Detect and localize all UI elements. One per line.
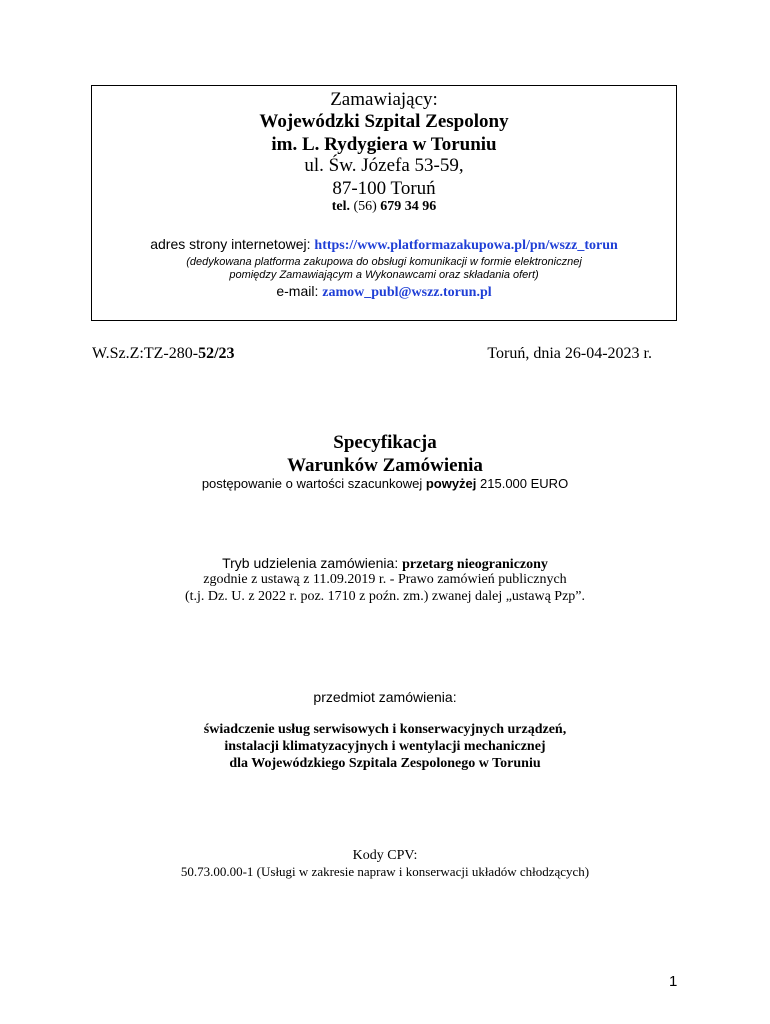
document-subtitle: [0, 476, 770, 491]
website-label: adres strony internetowej:: [150, 236, 315, 252]
contracting-authority-label: Zamawiający:: [330, 89, 438, 110]
procurement-mode-label: Tryb udzielenia zamówienia:: [222, 555, 403, 571]
document-title-line2: Warunków Zamówienia: [287, 455, 483, 476]
website-link[interactable]: https://www.platformazakupowa.pl/pn/wszz_torun: [314, 238, 618, 253]
page-number: 1: [669, 973, 678, 990]
subject-line3: dla Wojewódzkiego Szpitala Zespolonego w Toruniu: [229, 756, 541, 771]
street-address: ul. Św. Józefa 53-59,: [304, 155, 464, 176]
reference-prefix: W.Sz.Z:TZ-280-: [92, 345, 199, 362]
phone-line: [92, 199, 676, 215]
cpv-label: Kody CPV:: [352, 848, 418, 863]
phone-label: tel.: [331, 199, 350, 214]
platform-note-line1: (dedykowana platforma zakupowa do obsługi komunikacji w formie elektronicznej: [186, 256, 582, 268]
legal-basis-line2: (t.j. Dz. U. z 2022 r. poz. 1710 z poźn. zm.) zwanej dalej „ustawą Pzp”.: [184, 589, 586, 604]
subtitle-prefix: postępowanie o wartości szacunkowej: [201, 476, 426, 491]
email-label: e-mail:: [276, 283, 323, 299]
subtitle-suffix: 215.000 EURO: [476, 476, 569, 491]
subject-line1: świadczenie usług serwisowych i konserwacyjnych urządzeń,: [203, 722, 567, 737]
cpv-code: 50.73.00.00-1 (Usługi w zakresie napraw i konserwacji układów chłodzących): [180, 864, 590, 879]
document-date: Toruń, dnia 26-04-2023 r.: [487, 345, 652, 362]
website-line: [92, 236, 676, 254]
phone-number: 679 34 96: [380, 199, 437, 214]
email-line: [92, 283, 676, 301]
contracting-authority-box: [91, 85, 677, 321]
reference-case-number: 52/23: [198, 345, 235, 362]
reference-number: [92, 345, 235, 363]
procurement-mode-value: przetarg nieograniczony: [402, 557, 548, 572]
postal-city: 87-100 Toruń: [332, 178, 436, 199]
procurement-mode: [0, 555, 770, 573]
subtitle-emphasis: powyżej: [425, 476, 477, 491]
document-title: Specyfikacja: [333, 432, 437, 453]
subject-label: przedmiot zamówienia:: [313, 689, 457, 705]
platform-note-line2: pomiędzy Zamawiającym a Wykonawcami oraz składania ofert): [229, 269, 539, 281]
hospital-name: Wojewódzki Szpital Zespolony: [259, 111, 509, 132]
hospital-name-line2: im. L. Rydygiera w Toruniu: [271, 134, 497, 155]
legal-basis-line1: zgodnie z ustawą z 11.09.2019 r. - Prawo zamówień publicznych: [203, 572, 567, 587]
email-link[interactable]: zamow_publ@wszz.torun.pl: [322, 285, 492, 300]
subject-line2: instalacji klimatyzacyjnych i wentylacji mechanicznej: [224, 739, 546, 754]
phone-prefix: (56): [349, 199, 381, 214]
